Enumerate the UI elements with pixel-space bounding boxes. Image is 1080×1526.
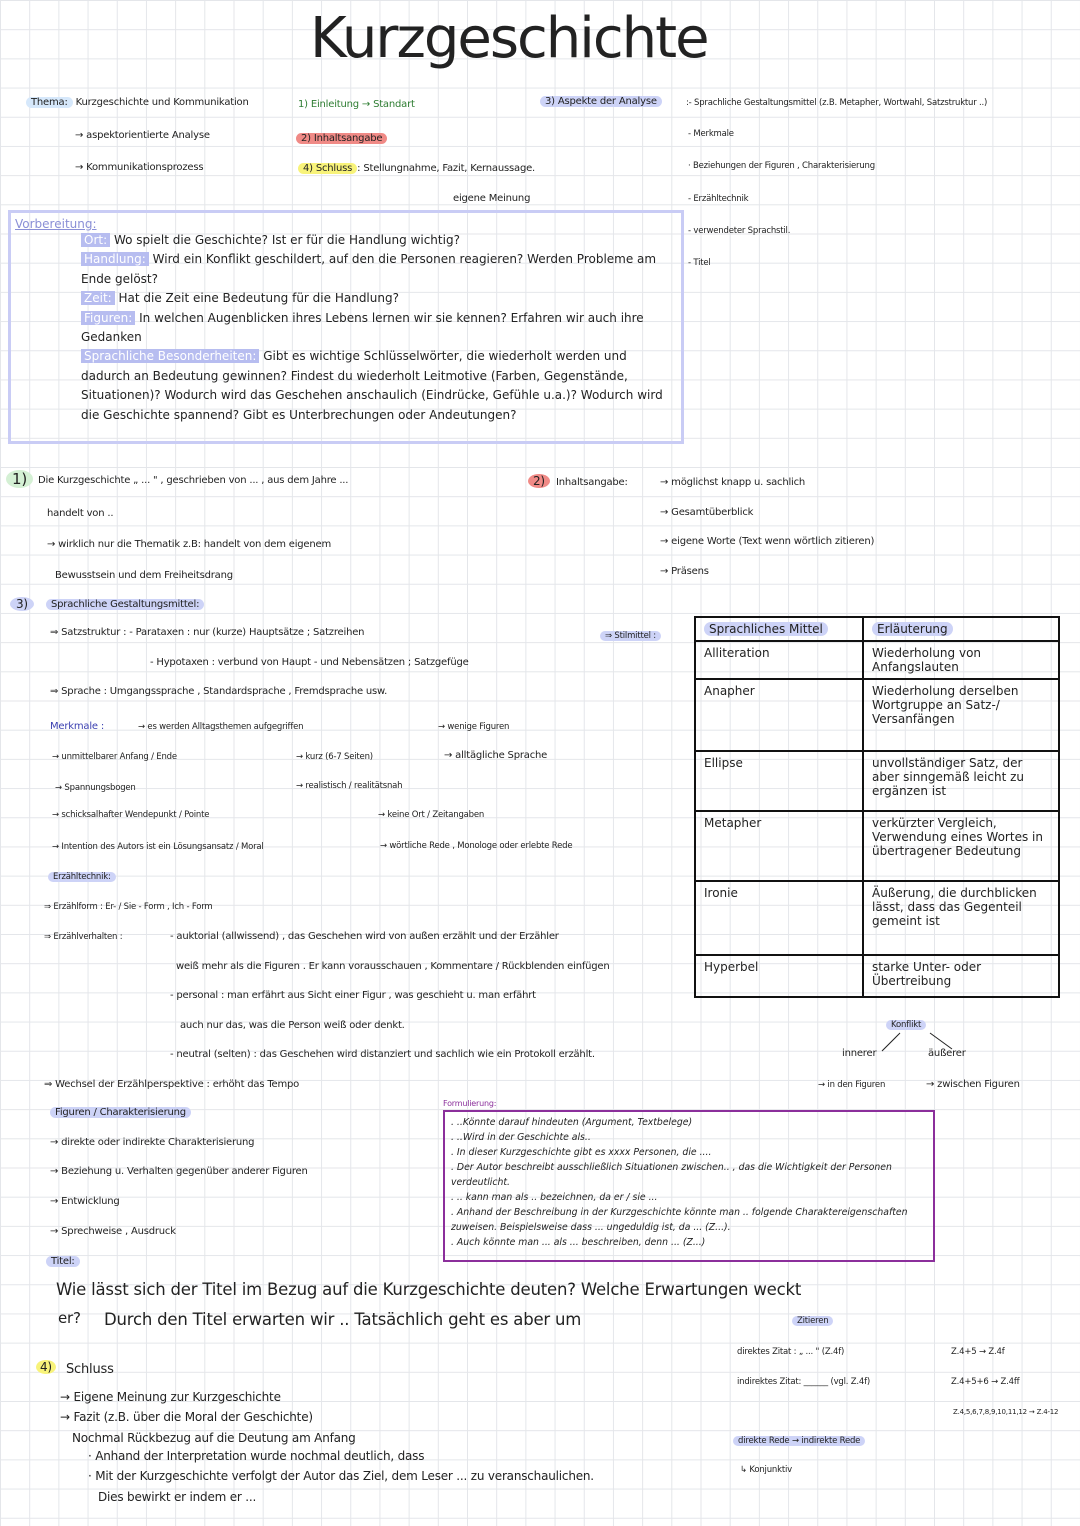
merkmal: → realistisch / realitätsnah — [296, 781, 403, 791]
definition-cell: verkürzter Vergleich, Verwendung eines Wortes in übertragener Bedeutung — [863, 811, 1059, 881]
definition-cell: starke Unter- oder Übertreibung — [863, 955, 1059, 997]
formulierung-item: . In dieser Kurzgeschichte gibt es xxxx Personen, die .... — [451, 1147, 712, 1158]
summary-item: → Präsens — [660, 566, 709, 577]
definition-cell: Wiederholung von Anfangslauten — [863, 641, 1059, 679]
konflikt-outer: äußerer — [928, 1048, 966, 1059]
figuren-label: Figuren / Charakterisierung — [50, 1107, 191, 1118]
item-text: Wird ein Konflikt geschildert, auf den die Personen reagieren? Werden Probleme am Ende gelöst? — [81, 252, 657, 286]
zitieren-label: Zitieren — [792, 1316, 833, 1326]
analysis-line: - Hypotaxen : verbund von Haupt - und Nebensätzen ; Satzgefüge — [150, 657, 469, 668]
table-row — [695, 811, 1059, 881]
zitat-indirect: indirektes Zitat: ______ (vgl. Z.4f) — [737, 1377, 871, 1387]
theme-item: → aspektorientierte Analyse — [75, 130, 210, 141]
term-cell: Ellipse — [695, 751, 863, 811]
section-number: 3) — [10, 597, 34, 611]
figuren-item: → Sprechweise , Ausdruck — [50, 1226, 176, 1237]
schluss-item: Dies bewirkt er indem er ... — [98, 1490, 257, 1504]
technik-line: - neutral (selten) : das Geschehen wird distanziert und sachlich wie ein Protokoll erzählt. — [170, 1049, 595, 1060]
analysis-label: Sprachliche Gestaltungsmittel: — [46, 599, 204, 610]
table-header — [695, 617, 1059, 641]
theme-item: → Kommunikationsprozess — [75, 162, 204, 173]
aspect-item: - verwendeter Sprachstil. — [688, 226, 791, 236]
theme-row — [26, 97, 249, 108]
section-number: 2) — [528, 474, 550, 488]
analysis-line: ⇒ Sprache : Umgangssprache , Standardsprache , Fremdsprache usw. — [50, 686, 388, 697]
zitat-direct: direktes Zitat : „ ... " (Z.4f) — [737, 1347, 845, 1357]
intro-line: Die Kurzgeschichte „ ... " , geschrieben von ... , aus dem Jahre ... — [38, 475, 349, 486]
merkmal: → alltägliche Sprache — [444, 750, 548, 761]
titel-label: Titel: — [46, 1256, 80, 1267]
schluss-item: → Fazit (z.B. über die Moral der Geschichte) — [60, 1410, 313, 1424]
merkmal: → wörtliche Rede , Monologe oder erlebte Rede — [380, 841, 573, 851]
summary-label: Inhaltsangabe: — [556, 477, 628, 488]
aspect-item: - Merkmale — [688, 129, 734, 139]
technik-line: ⇒ Wechsel der Erzählperspektive : erhöht das Tempo — [44, 1079, 300, 1090]
definition-cell: Äußerung, die durchblicken lässt, dass das Gegenteil gemeint ist — [863, 881, 1059, 955]
intro-line: handelt von .. — [47, 508, 114, 519]
summary-item: → Gesamtüberblick — [660, 507, 754, 518]
konflikt-outer-desc: → zwischen Figuren — [926, 1079, 1020, 1090]
preparation-item — [81, 309, 677, 348]
aspects-label: 3) Aspekte der Analyse — [540, 96, 662, 107]
technik-line: - auktorial (allwissend) , das Geschehen wird von außen erzählt und der Erzähler — [170, 931, 559, 942]
merkmale-label: Merkmale : — [50, 721, 105, 732]
term-cell: Ironie — [695, 881, 863, 955]
formulierung-item: . ..Könnte darauf hindeuten (Argument, Textbelege) — [451, 1117, 693, 1128]
term-cell: Hyperbel — [695, 955, 863, 997]
item-text: Gibt es wichtige Schlüsselwörter, die wiederholt werden und dadurch an Bedeutung gewinnen? Findest du wiederholt Leitmotive (Farben, Gegenstände, Situationen)? Wodurch wird das Geschehen anschaulich (Eindrücke, Gefühle u.a.)? Wodurch wird die Geschichte spannend? Gibt es Unterbrechungen oder Andeutungen? — [81, 349, 663, 422]
table-row — [695, 881, 1059, 955]
preparation-title: Vorbereitung: — [15, 217, 97, 231]
header-text: Sprachliches Mittel — [704, 622, 828, 636]
merkmal: → wenige Figuren — [438, 722, 510, 732]
merkmal: → schicksalhafter Wendepunkt / Pointe — [52, 810, 210, 820]
summary-item: → eigene Worte (Text wenn wörtlich zitieren) — [660, 536, 875, 547]
item-text: In welchen Augenblicken ihres Lebens lernen wir sie kennen? Erfahren wir auch ihre Gedanken — [81, 310, 644, 345]
page-title: Kurzgeschichte — [310, 6, 708, 71]
preparation-item — [81, 347, 677, 425]
table-row — [695, 641, 1059, 679]
formulierung-item: . Anhand der Beschreibung in der Kurzgeschichte könnte man .. folgende Charaktereigenschaften zuweisen. Beispielsweise dass ... ungeduldig ist, da ... (Z...). — [451, 1207, 908, 1233]
preparation-item — [81, 231, 677, 250]
technik-line: auch nur das, was die Person weiß oder denkt. — [180, 1020, 405, 1031]
aspect-item: · Beziehungen der Figuren , Charakterisierung — [688, 161, 875, 171]
theme-text: Kurzgeschichte und Kommunikation — [75, 97, 249, 108]
definition-cell: unvollständiger Satz, der aber sinngemäß leicht zu ergänzen ist — [863, 751, 1059, 811]
own-opinion: eigene Meinung — [453, 193, 531, 204]
item-text: Wo spielt die Geschichte? Ist er für die Handlung wichtig? — [113, 233, 460, 247]
structure-conclusion — [298, 163, 535, 174]
merkmal: → kurz (6-7 Seiten) — [296, 752, 373, 762]
formulierung-item: . Der Autor beschreibt ausschließlich Situationen zwischen.. , das die Wichtigkeit der Personen verdeutlicht. — [451, 1162, 892, 1188]
structure-summary: 2) Inhaltsangabe — [296, 133, 387, 144]
item-label: Ort: — [81, 233, 110, 247]
schluss-item: · Mit der Kurzgeschichte verfolgt der Autor das Ziel, dem Leser ... zu veranschaulichen. — [88, 1469, 594, 1483]
merkmal: → Intention des Autors ist ein Lösungsansatz / Moral — [52, 842, 264, 852]
aspect-item: - Erzähltechnik — [688, 194, 749, 204]
technik-line: weiß mehr als die Figuren . Er kann vorausschauen , Kommentare / Rückblenden einfügen — [176, 961, 610, 972]
merkmal: → es werden Alltagsthemen aufgegriffen — [138, 722, 304, 732]
section-number: 4) — [36, 1360, 56, 1374]
schluss-item: Nochmal Rückbezug auf die Deutung am Anfang — [72, 1431, 356, 1445]
stilmittel-table — [694, 616, 1060, 998]
preparation-item — [81, 289, 677, 308]
header-cell — [863, 617, 1059, 641]
titel-question: Wie lässt sich der Titel im Bezug auf die Kurzgeschichte deuten? Welche Erwartungen weckt — [56, 1280, 802, 1299]
aspect-item: :- Sprachliche Gestaltungsmittel (z.B. Metapher, Wortwahl, Satzstruktur ..) — [686, 98, 988, 108]
preparation-box — [8, 210, 684, 444]
theme-label: Thema: — [26, 97, 73, 108]
table-row — [695, 751, 1059, 811]
term-cell: Anapher — [695, 679, 863, 751]
konflikt-diagram — [818, 1015, 1050, 1095]
titel-er: er? — [58, 1309, 81, 1327]
header-cell — [695, 617, 863, 641]
conclusion-text: : Stellungnahme, Fazit, Kernaussage. — [357, 163, 536, 174]
aspect-item: - Titel — [688, 258, 711, 268]
item-label: Zeit: — [81, 291, 115, 305]
schluss-label: Schluss — [66, 1362, 114, 1377]
zitat-example: Z.4+5+6 → Z.4ff — [951, 1377, 1020, 1387]
technik-line: - personal : man erfährt aus Sicht einer Figur , was geschieht u. man erfährt — [170, 990, 536, 1001]
zitat-example: Z.4+5 → Z.4f — [951, 1347, 1005, 1357]
item-label: Sprachliche Besonderheiten: — [81, 349, 259, 363]
formulierung-box — [443, 1110, 935, 1262]
konflikt-inner-desc: → in den Figuren — [818, 1080, 886, 1090]
figuren-item: → direkte oder indirekte Charakterisierung — [50, 1137, 255, 1148]
technik-line: ⇒ Erzählverhalten : — [44, 932, 123, 942]
technik-line: ⇒ Erzählform : Er- / Sie - Form , Ich - Form — [44, 902, 213, 912]
item-label: Figuren: — [81, 311, 135, 325]
stilmittel-label: ⇒ Stilmittel : — [600, 631, 661, 641]
intro-line: → wirklich nur die Thematik z.B: handelt von dem eigenem — [47, 539, 332, 550]
konjunktiv: ↳ Konjunktiv — [740, 1465, 792, 1475]
merkmal: → keine Ort / Zeitangaben — [378, 810, 485, 820]
schluss-item: · Anhand der Interpretation wurde nochmal deutlich, dass — [88, 1449, 425, 1463]
conclusion-label: 4) Schluss — [298, 163, 357, 174]
formulierung-item: . .. kann man als .. bezeichnen, da er / sie ... — [451, 1192, 658, 1203]
summary-item: → möglichst knapp u. sachlich — [660, 477, 806, 488]
formulierung-item: . ..Wird in der Geschichte als.. — [451, 1132, 591, 1143]
item-label: Handlung: — [81, 252, 149, 266]
titel-answer: Durch den Titel erwarten wir .. Tatsächlich geht es aber um — [104, 1310, 582, 1329]
zitat-example: Z.4,5,6,7,8,9,10,11,12 → Z.4-12 — [953, 1408, 1059, 1416]
merkmal: → unmittelbarer Anfang / Ende — [52, 752, 177, 762]
definition-cell: Wiederholung derselben Wortgruppe an Satz-/ Versanfängen — [863, 679, 1059, 751]
section-number: 1) — [6, 470, 33, 488]
term-cell: Alliteration — [695, 641, 863, 679]
figuren-item: → Beziehung u. Verhalten gegenüber anderer Figuren — [50, 1166, 308, 1177]
preparation-item — [81, 250, 677, 289]
technik-label: Erzähltechnik: — [48, 872, 116, 882]
term-cell: Metapher — [695, 811, 863, 881]
table-row — [695, 679, 1059, 751]
merkmal: → Spannungsbogen — [55, 783, 136, 793]
item-text: Hat die Zeit eine Bedeutung für die Handlung? — [118, 291, 399, 306]
table-row — [695, 955, 1059, 997]
schluss-item: → Eigene Meinung zur Kurzgeschichte — [60, 1390, 281, 1404]
structure-intro: 1) Einleitung → Standart — [298, 99, 415, 110]
konflikt-label: Konflikt — [886, 1020, 926, 1030]
intro-line: Bewusstsein und dem Freiheitsdrang — [55, 570, 233, 581]
formulierung-label: Formulierung: — [443, 1099, 497, 1108]
konflikt-inner: innerer — [842, 1048, 877, 1059]
header-text: Erläuterung — [872, 622, 953, 636]
figuren-item: → Entwicklung — [50, 1196, 120, 1207]
formulierung-item: . Auch könnte man ... als ... beschreiben, denn ... (Z...) — [451, 1237, 706, 1248]
analysis-line: ⇒ Satzstruktur : - Parataxen : nur (kurze) Hauptsätze ; Satzreihen — [50, 627, 365, 638]
rede-label: direkte Rede → indirekte Rede — [733, 1436, 865, 1446]
